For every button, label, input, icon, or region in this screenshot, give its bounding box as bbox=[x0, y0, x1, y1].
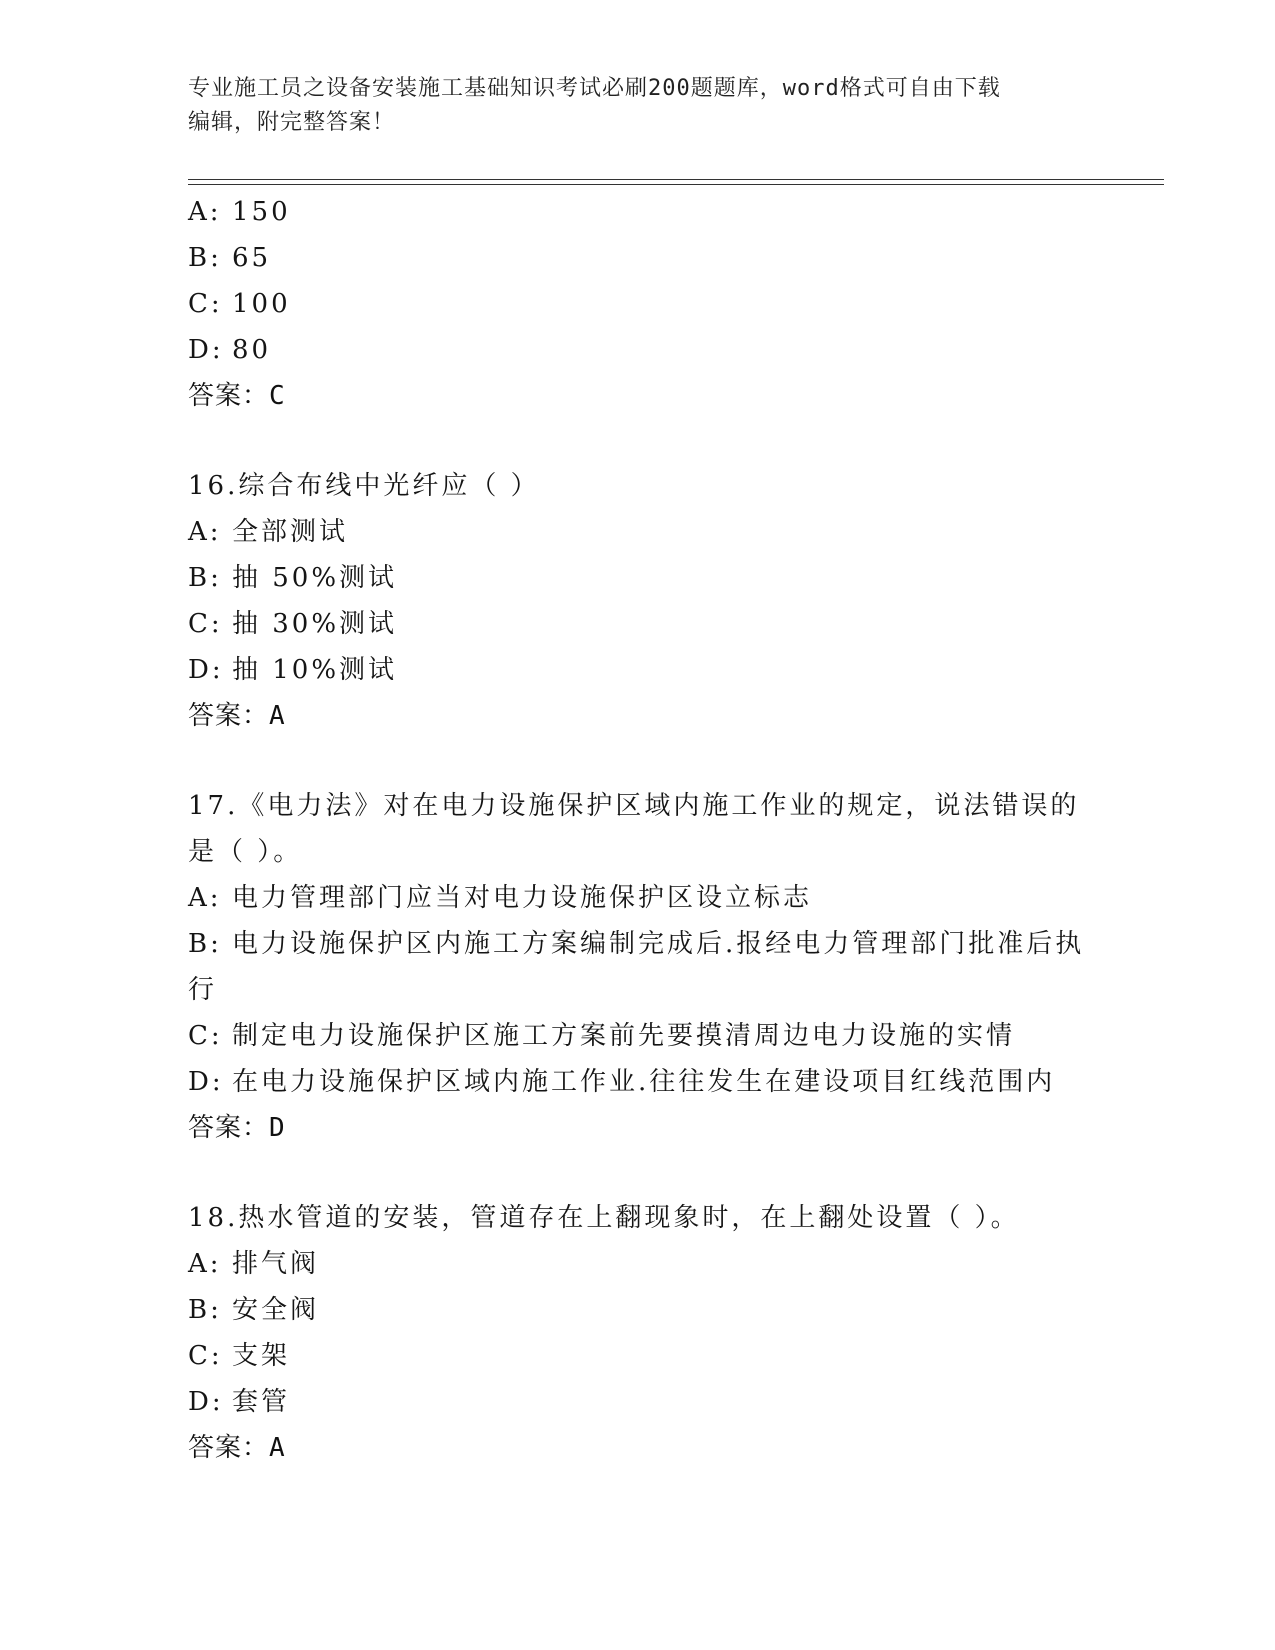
document-header bbox=[188, 72, 1088, 140]
question-block-17 bbox=[188, 783, 1088, 1151]
document-title-line-2: 编辑，附完整答案！ bbox=[188, 110, 396, 135]
question-list bbox=[188, 189, 1088, 1471]
question-block-15 bbox=[188, 189, 1088, 419]
answer-line: 答案：C bbox=[188, 381, 286, 411]
option-b: B: 抽 50%测试 bbox=[188, 563, 398, 593]
question-block-18 bbox=[188, 1195, 1088, 1471]
question-text: 17.《电力法》对在电力设施保护区域内施工作业的规定，说法错误的是（ ）。 bbox=[188, 791, 1080, 867]
question-spacer bbox=[188, 1151, 1088, 1195]
header-divider-top bbox=[188, 179, 1164, 180]
option-c: C: 100 bbox=[188, 289, 291, 319]
option-b: B: 65 bbox=[188, 243, 272, 273]
answer-line: 答案：D bbox=[188, 1113, 286, 1143]
option-d: D: 在电力设施保护区域内施工作业.往往发生在建设项目红线范围内 bbox=[188, 1067, 1056, 1097]
option-c: C: 抽 30%测试 bbox=[188, 609, 398, 639]
answer-line: 答案：A bbox=[188, 1433, 286, 1463]
option-a: A: 150 bbox=[188, 197, 291, 227]
option-a: A: 全部测试 bbox=[188, 517, 349, 547]
option-b: B: 安全阀 bbox=[188, 1295, 320, 1325]
question-text: 16.综合布线中光纤应（ ） bbox=[188, 471, 540, 501]
option-b: B: 电力设施保护区内施工方案编制完成后.报经电力管理部门批准后执行 bbox=[188, 929, 1085, 1005]
question-spacer bbox=[188, 739, 1088, 783]
question-spacer bbox=[188, 419, 1088, 463]
document-title-line-1: 专业施工员之设备安装施工基础知识考试必刷200题题库，word格式可自由下载 bbox=[188, 76, 1001, 101]
option-d: D: 套管 bbox=[188, 1387, 291, 1417]
header-divider-bottom bbox=[188, 184, 1164, 185]
option-a: A: 电力管理部门应当对电力设施保护区设立标志 bbox=[188, 883, 813, 913]
option-c: C: 制定电力设施保护区施工方案前先要摸清周边电力设施的实情 bbox=[188, 1021, 1016, 1051]
option-c: C: 支架 bbox=[188, 1341, 291, 1371]
option-a: A: 排气阀 bbox=[188, 1249, 320, 1279]
option-d: D: 抽 10%测试 bbox=[188, 655, 398, 685]
answer-line: 答案：A bbox=[188, 701, 286, 731]
question-block-16 bbox=[188, 463, 1088, 739]
option-d: D: 80 bbox=[188, 335, 272, 365]
question-text: 18.热水管道的安装，管道存在上翻现象时，在上翻处设置（ ）。 bbox=[188, 1203, 1020, 1233]
